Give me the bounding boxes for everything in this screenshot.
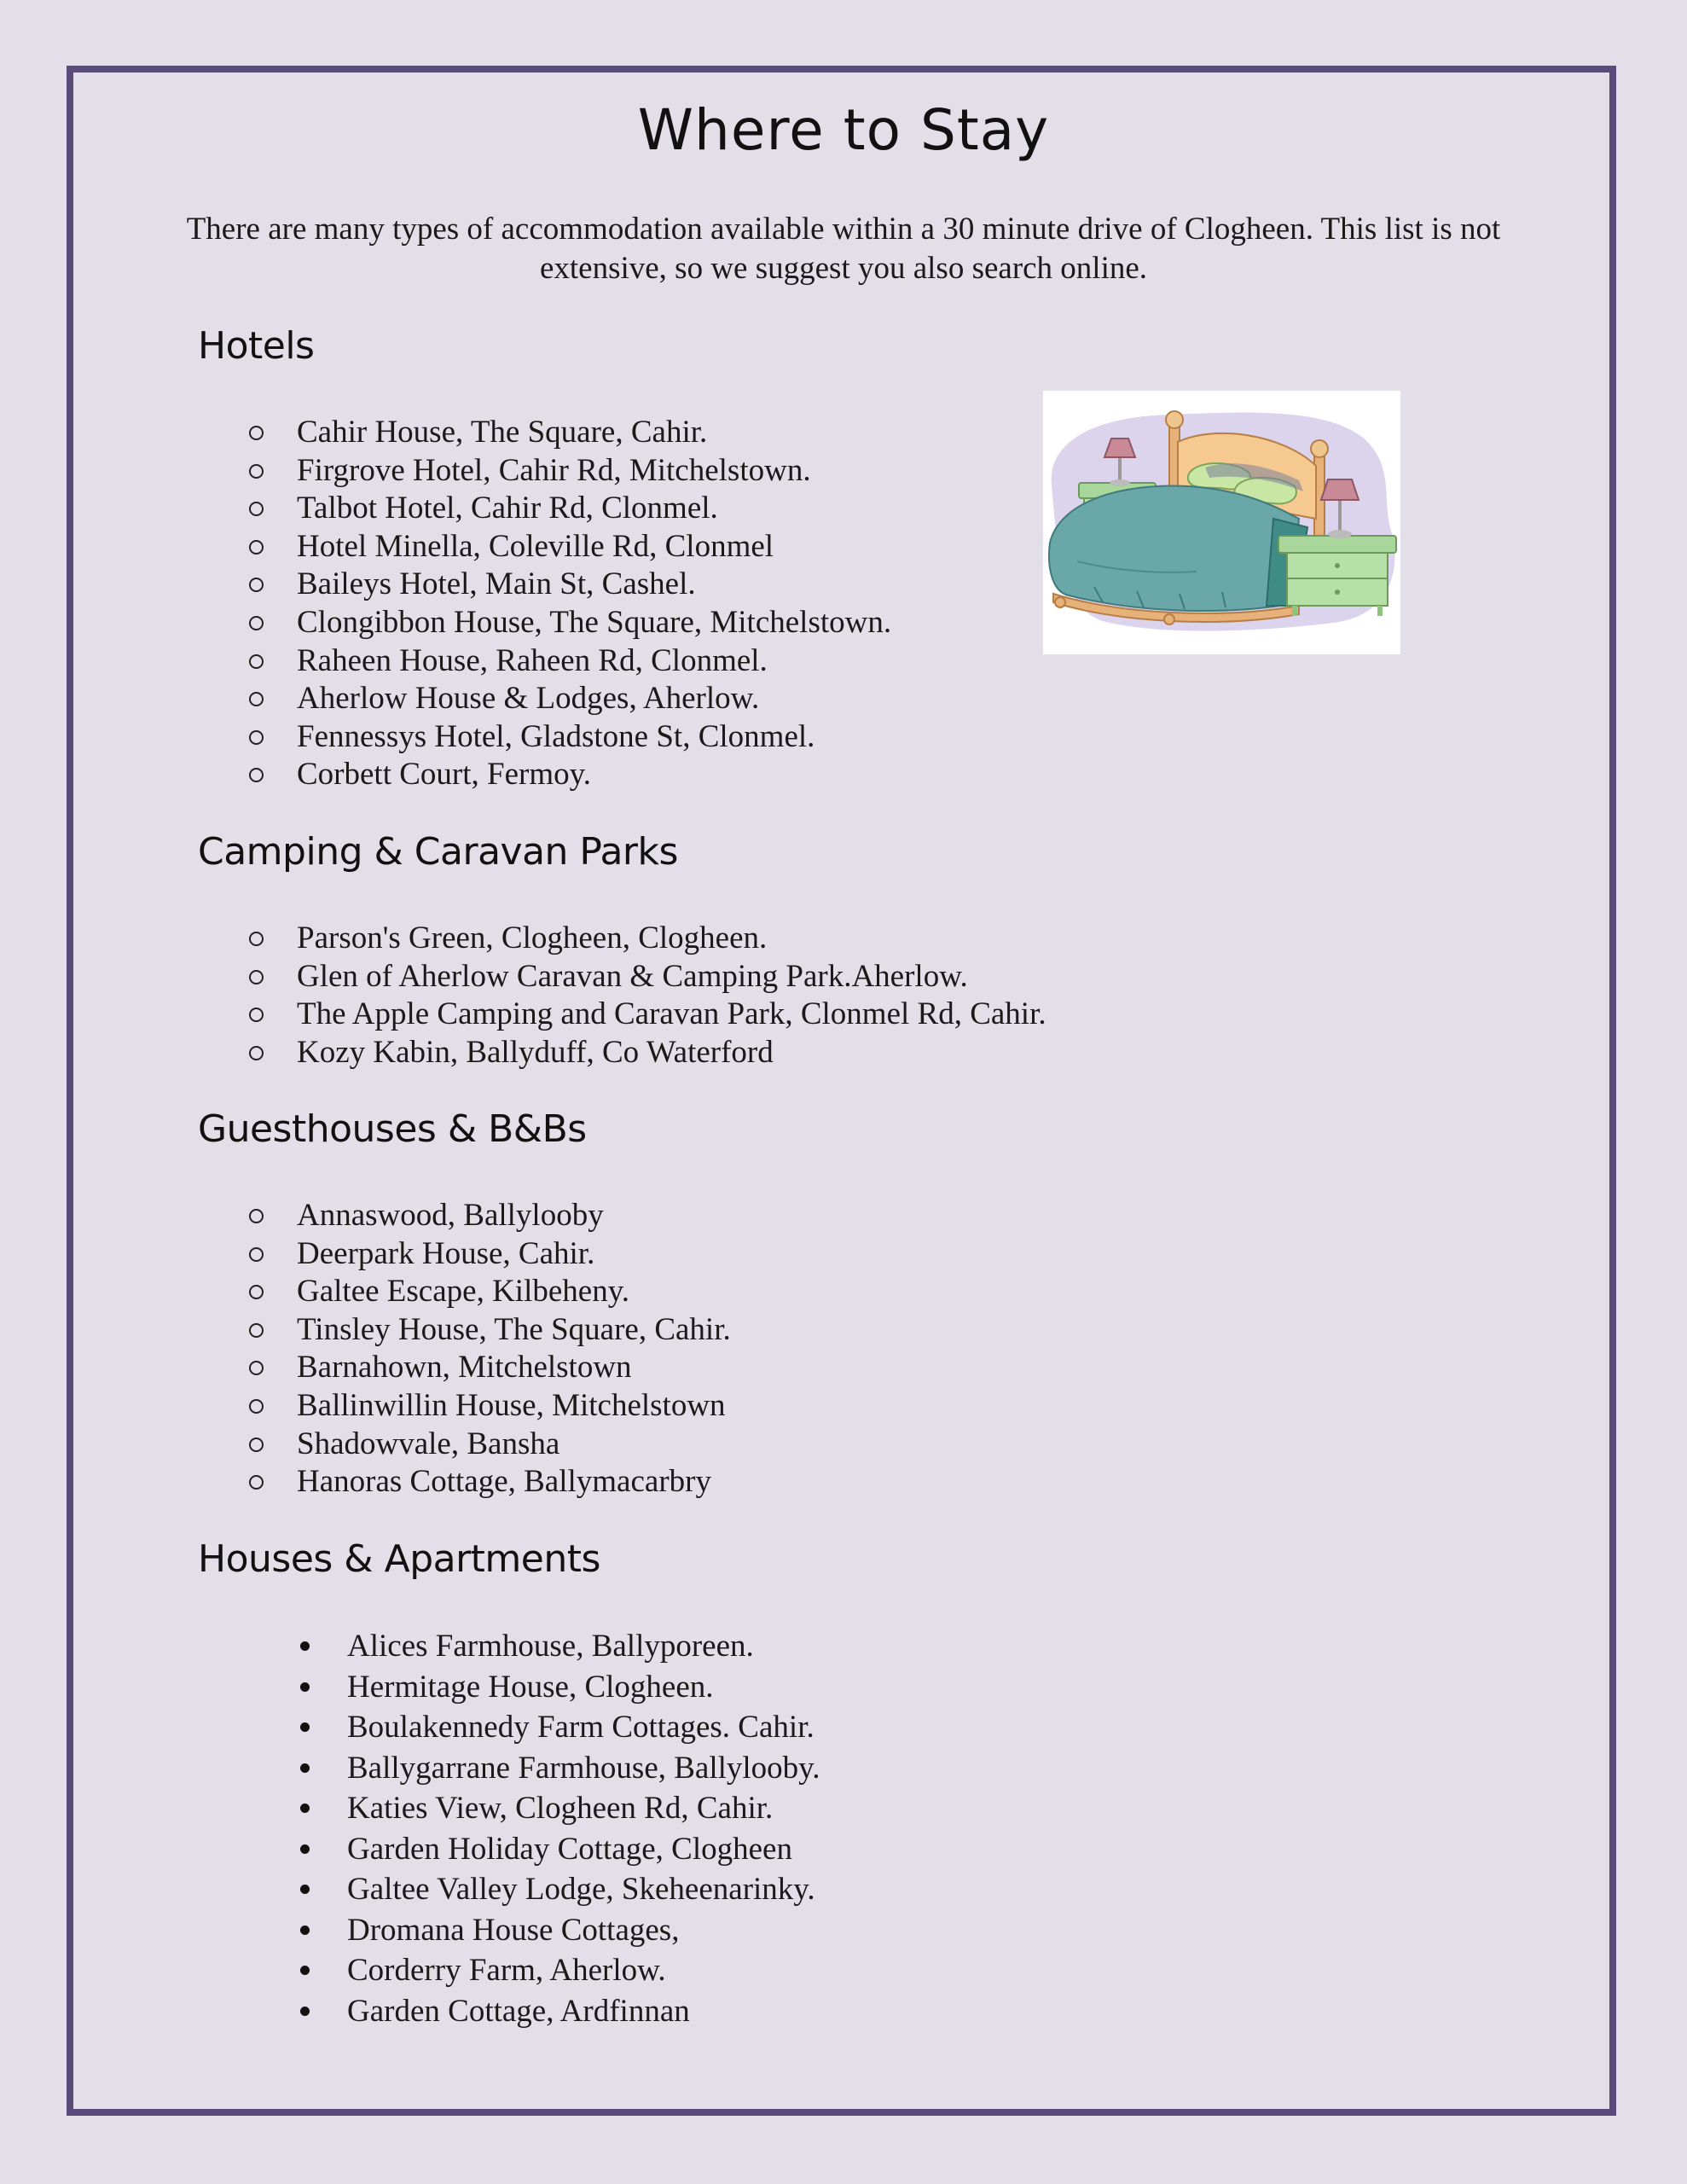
list-item: Ballygarrane Farmhouse, Ballylooby. [347, 1748, 820, 1789]
circle-bullet-icon [249, 1247, 264, 1262]
camping-list [297, 920, 1046, 1072]
list-item: Firgrove Hotel, Cahir Rd, Mitchelstown. [297, 452, 891, 491]
list-item: Baileys Hotel, Main St, Cashel. [297, 566, 891, 604]
list-item: Glen of Aherlow Caravan & Camping Park.Aherlow. [297, 958, 1046, 996]
list-item: Hermitage House, Clogheen. [347, 1667, 820, 1708]
circle-bullet-icon [249, 932, 264, 946]
bed-illustration-icon [1043, 391, 1400, 654]
circle-bullet-icon [249, 970, 264, 985]
list-item: Tinsley House, The Square, Cahir. [297, 1311, 731, 1350]
disc-bullet-icon [300, 1682, 310, 1692]
disc-bullet-icon [300, 1763, 310, 1773]
circle-bullet-icon [249, 540, 264, 555]
list-item: Shadowvale, Bansha [297, 1426, 731, 1464]
houses-list [347, 1626, 820, 2031]
list-item: Galtee Escape, Kilbeheny. [297, 1273, 731, 1311]
list-item: Boulakennedy Farm Cottages. Cahir. [347, 1707, 820, 1748]
section-heading-hotels: Hotels [198, 324, 315, 368]
section-heading-guesthouses: Guesthouses & B&Bs [198, 1107, 587, 1151]
list-item: The Apple Camping and Caravan Park, Clonmel Rd, Cahir. [297, 996, 1046, 1034]
list-item: Ballinwillin House, Mitchelstown [297, 1387, 731, 1426]
list-item: Annaswood, Ballylooby [297, 1197, 731, 1235]
circle-bullet-icon [249, 1438, 264, 1452]
circle-bullet-icon [249, 1209, 264, 1223]
list-item: Deerpark House, Cahir. [297, 1235, 731, 1274]
circle-bullet-icon [249, 654, 264, 669]
list-item: Katies View, Clogheen Rd, Cahir. [347, 1788, 820, 1829]
list-item: Cahir House, The Square, Cahir. [297, 414, 891, 452]
page-title: Where to Stay [637, 97, 1050, 163]
disc-bullet-icon [300, 1844, 310, 1854]
guesthouses-list [297, 1197, 731, 1502]
list-item: Hotel Minella, Coleville Rd, Clonmel [297, 528, 891, 566]
disc-bullet-icon [300, 1804, 310, 1813]
circle-bullet-icon [249, 464, 264, 479]
disc-bullet-icon [300, 1885, 310, 1894]
list-item: Kozy Kabin, Ballyduff, Co Waterford [297, 1034, 1046, 1072]
list-item: Barnahown, Mitchelstown [297, 1349, 731, 1387]
disc-bullet-icon [300, 1722, 310, 1732]
circle-bullet-icon [249, 616, 264, 630]
circle-bullet-icon [249, 1323, 264, 1338]
hotels-list [297, 414, 891, 794]
circle-bullet-icon [249, 1399, 264, 1414]
section-heading-camping: Camping & Caravan Parks [198, 830, 678, 874]
disc-bullet-icon [300, 1641, 310, 1651]
list-item: Raheen House, Raheen Rd, Clonmel. [297, 642, 891, 681]
list-item: Clongibbon House, The Square, Mitchelstown. [297, 604, 891, 642]
intro-paragraph: There are many types of accommodation available within a 30 minute drive of Clogheen. This list is not extensive, so we suggest you also search online. [186, 212, 1501, 286]
list-item: Alices Farmhouse, Ballyporeen. [347, 1626, 820, 1667]
list-item: Parson's Green, Clogheen, Clogheen. [297, 920, 1046, 958]
list-item: Talbot Hotel, Cahir Rd, Clonmel. [297, 490, 891, 528]
section-heading-houses: Houses & Apartments [198, 1537, 600, 1581]
disc-bullet-icon [300, 1966, 310, 1975]
circle-bullet-icon [249, 730, 264, 745]
list-item: Hanoras Cottage, Ballymacarbry [297, 1463, 731, 1502]
disc-bullet-icon [300, 2007, 310, 2016]
circle-bullet-icon [249, 426, 264, 440]
disc-bullet-icon [300, 1926, 310, 1935]
list-item: Corderry Farm, Aherlow. [347, 1950, 820, 1991]
list-item: Corbett Court, Fermoy. [297, 756, 891, 794]
circle-bullet-icon [249, 1046, 264, 1060]
list-item: Aherlow House & Lodges, Aherlow. [297, 680, 891, 718]
list-item: Dromana House Cottages, [347, 1910, 820, 1951]
list-item: Fennessys Hotel, Gladstone St, Clonmel. [297, 718, 891, 757]
list-item: Galtee Valley Lodge, Skeheenarinky. [347, 1869, 820, 1910]
page-border [67, 66, 1616, 2116]
list-item: Garden Holiday Cottage, Clogheen [347, 1829, 820, 1870]
list-item: Garden Cottage, Ardfinnan [347, 1991, 820, 2032]
